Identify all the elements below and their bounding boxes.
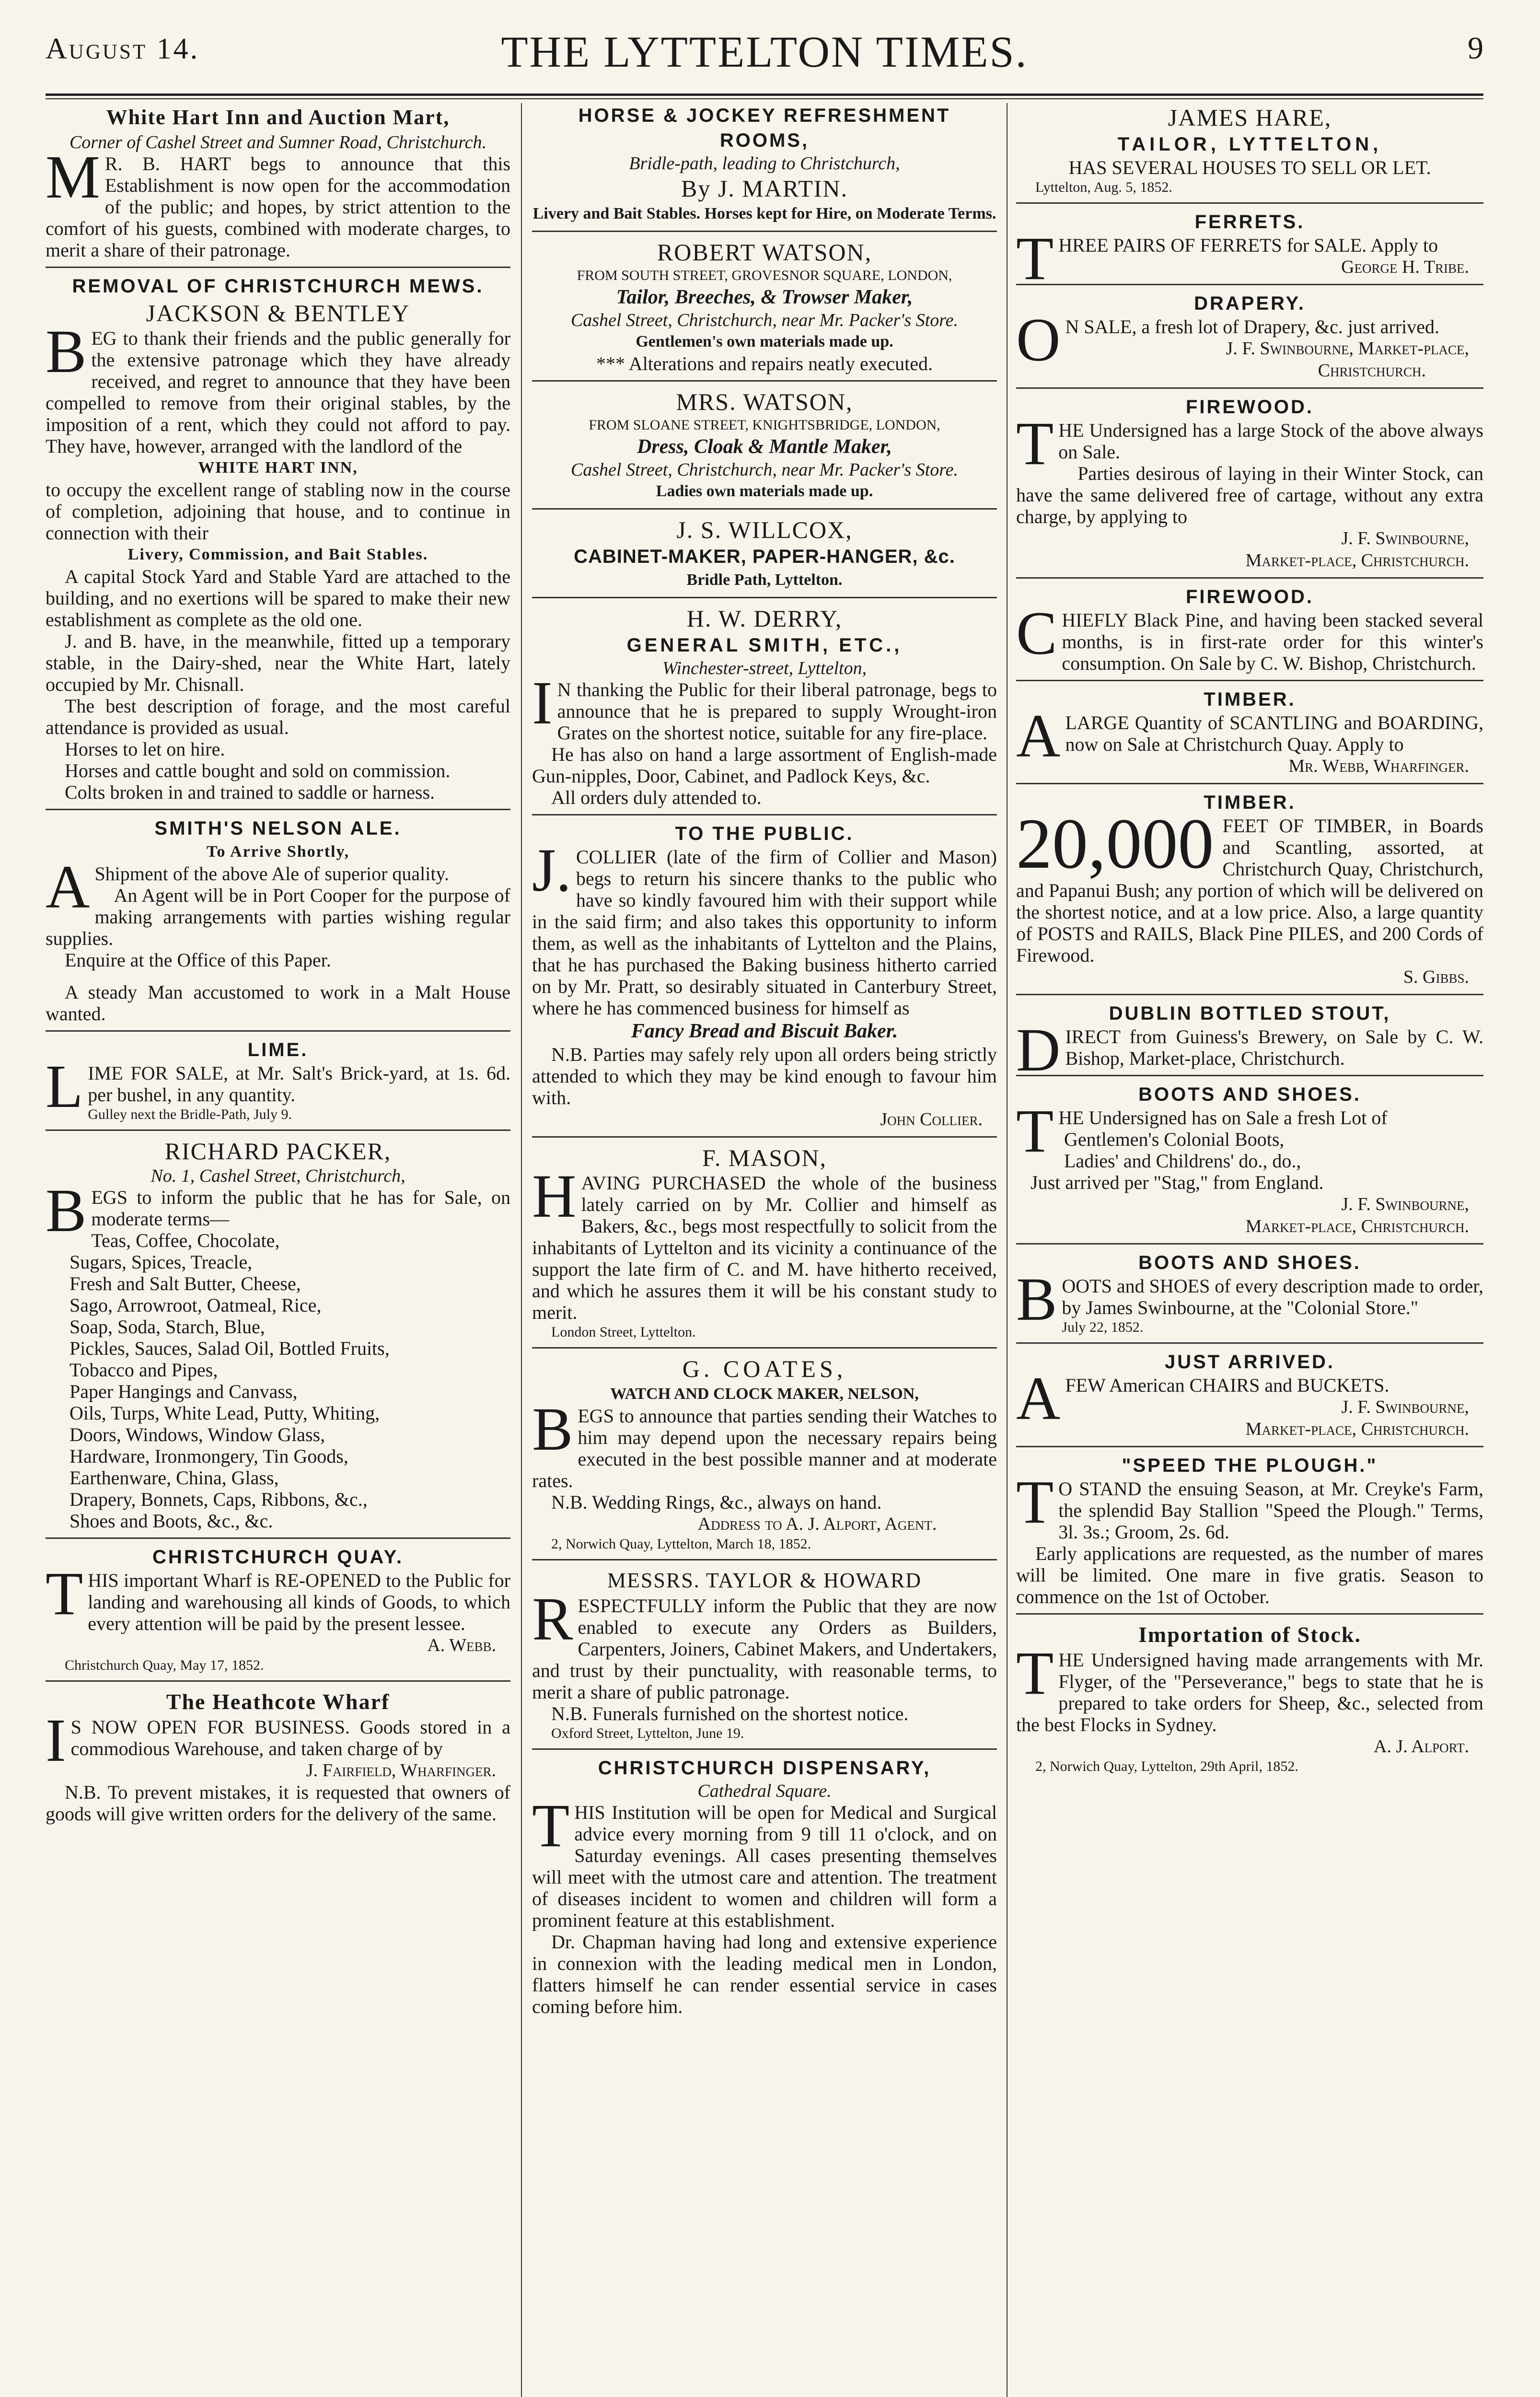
ad-paragraph: Dr. Chapman having had long and extensive experience in connexion with the leading medical men in London, flatters himself he can render essential service in cases coming before him.	[532, 1931, 997, 2017]
ad-separator	[46, 1129, 510, 1131]
list-item: Teas, Coffee, Chocolate,	[91, 1230, 280, 1251]
ad-heading: DUBLIN BOTTLED STOUT,	[1109, 1003, 1391, 1024]
ad-body: Livery and Bait Stables. Horses kept for Hire, on Moderate Terms.	[533, 205, 996, 222]
ad-signature: Address to A. J. Alport, Agent.	[697, 1514, 937, 1534]
ad-body: THIS Institution will be open for Medical and Surgical advice every morning from 9 till 11 o'clock, and on Saturday evenings. All cases presenting themselves will meet with the utmost care and attention. The treatment of diseases incident to women and children will form a prominent feature at this establishment.	[532, 1792, 997, 1931]
ad-body: BEGS to inform the public that he has for Sale, on moderate terms—	[46, 1176, 510, 1245]
ad-heading: REMOVAL OF CHRISTCHURCH MEWS.	[72, 276, 484, 297]
ad-body: HAS SEVERAL HOUSES TO SELL OR LET.	[1068, 157, 1431, 178]
ad-paragraph: Horses and cattle bought and sold on commission.	[65, 760, 451, 781]
ad-separator	[46, 1680, 510, 1682]
ad-signature: Christchurch.	[1318, 361, 1426, 381]
column-divider	[521, 103, 522, 2397]
ad-separator	[1016, 1446, 1483, 1447]
ad-address: Cashel Street, Christchurch, near Mr. Packer's Store.	[570, 310, 959, 330]
ad-address: Cathedral Square.	[697, 1781, 832, 1801]
ad-paragraph: Early applications are requested, as the number of mares will be limited. One mare in five gratis. Season to commence on the 1st of October.	[1016, 1543, 1483, 1607]
ad-separator	[1016, 1075, 1483, 1076]
list-item: Earthenware, China, Glass,	[69, 1467, 279, 1489]
list-item: Sugars, Spices, Treacle,	[69, 1251, 253, 1273]
ad-address: Corner of Cashel Street and Sumner Road, Christchurch.	[69, 132, 487, 152]
ad-heading: FIREWOOD.	[1185, 396, 1314, 418]
ad-heading: TO THE PUBLIC.	[675, 823, 854, 844]
ad-signature: Mr. Webb, Wharfinger.	[1288, 756, 1469, 776]
ad-body: ON SALE, a fresh lot of Drapery, &c. just arrived.	[1016, 306, 1439, 374]
list-item: Ladies' and Childrens' do., do.,	[1064, 1150, 1301, 1172]
ad-separator	[1016, 577, 1483, 579]
ad-signature: Market-place, Christchurch.	[1245, 550, 1469, 570]
list-item: Pickles, Sauces, Salad Oil, Bottled Fruits,	[69, 1338, 390, 1359]
ad-title: White Hart Inn and Auction Mart,	[106, 105, 450, 129]
ad-subheading: To Arrive Shortly,	[206, 843, 350, 861]
ad-paragraph: Colts broken in and trained to saddle or harness.	[65, 781, 435, 803]
ad-body: RESPECTFULLY inform the Public that they are now enabled to execute any Orders as Builders, Carpenters, Joiners, Cabinet Makers, and Undertakers, and trust by their punctuality, with reasonable terms, to merit a share of public patronage.	[532, 1585, 997, 1703]
ad-footnote: Oxford Street, Lyttelton, June 19.	[551, 1725, 744, 1741]
ad-body: BOOTS and SHOES of every description made to order, by James Swinbourne, at the "Colonial Store."	[1016, 1265, 1483, 1333]
ad-trade: CABINET-MAKER, PAPER-HANGER, &c.	[574, 546, 955, 567]
ad-heading: JUST ARRIVED.	[1164, 1351, 1335, 1373]
ad-separator	[1016, 387, 1483, 389]
ad-body: ALARGE Quantity of SCANTLING and BOARDING, now on Sale at Christchurch Quay. Apply to	[1016, 702, 1483, 770]
list-item: Just arrived per "Stag," from England.	[1031, 1172, 1324, 1193]
ad-separator	[1016, 783, 1483, 784]
ad-firm: JACKSON & BENTLEY	[146, 300, 410, 326]
ad-separator	[1016, 284, 1483, 285]
ad-paragraph: The best description of forage, and the most careful attendance is provided as usual.	[46, 695, 510, 738]
column-1	[46, 103, 510, 2397]
ad-body: LIME FOR SALE, at Mr. Salt's Brick-yard, at 1s. 6d. per bushel, in any quantity.	[46, 1052, 510, 1120]
ad-note: Gentlemen's own materials made up.	[636, 333, 893, 350]
ad-body: to occupy the excellent range of stabling now in the course of completion, adjoining that house, and to continue in connection with their	[46, 479, 510, 544]
ad-origin: FROM SLOANE STREET, KNIGHTSBRIDGE, LONDON,	[589, 417, 940, 433]
ad-separator	[46, 267, 510, 268]
ad-title: ROBERT WATSON,	[657, 239, 872, 266]
ad-separator	[46, 1537, 510, 1539]
ad-trade: Fancy Bread and Biscuit Baker.	[631, 1020, 898, 1042]
ad-heading: CHRISTCHURCH QUAY.	[152, 1547, 404, 1568]
list-item: Drapery, Bonnets, Caps, Ribbons, &c.,	[69, 1489, 368, 1510]
ad-heading: HORSE & JOCKEY REFRESHMENT ROOMS,	[578, 105, 951, 151]
ad-paragraph: A capital Stock Yard and Stable Yard are attached to the building, and no exertions will be spared to make their new establishment as complete as the old one.	[46, 566, 510, 630]
ad-separator	[532, 508, 997, 510]
ad-address: Bridle-path, leading to Christchurch,	[629, 153, 900, 174]
ad-paragraph: N.B. To prevent mistakes, it is requested that owners of goods will give written orders for the delivery of the same.	[46, 1781, 510, 1825]
ad-signature: A. Webb.	[427, 1635, 496, 1655]
ad-title: H. W. DERRY,	[686, 605, 843, 632]
ad-title: J. S. WILLCOX,	[676, 516, 853, 543]
ad-body: THIS important Wharf is RE-OPENED to the Public for landing and warehousing all kinds of Goods, to which every attention will be paid by the present lessee.	[46, 1559, 510, 1634]
ad-body: THREE PAIRS OF FERRETS for SALE. Apply to	[1016, 224, 1438, 292]
ad-address: Winchester-street, Lyttelton,	[662, 658, 867, 678]
ad-title: G. COATES,	[682, 1355, 847, 1382]
ad-separator	[532, 1559, 997, 1560]
ad-origin: FROM SOUTH STREET, GROVESNOR SQUARE, LONDON,	[577, 268, 952, 283]
ad-separator	[532, 1136, 997, 1138]
ad-heading: BOOTS AND SHOES.	[1138, 1252, 1361, 1273]
newspaper-title: THE LYTTELTON TIMES.	[501, 27, 1028, 76]
ad-title: JAMES HARE,	[1168, 104, 1332, 131]
list-item: Doors, Windows, Window Glass,	[69, 1424, 325, 1445]
ad-paragraph: An Agent will be in Port Cooper for the purpose of making arrangements with parties wishing regular supplies.	[46, 884, 510, 949]
ad-paragraph: Parties desirous of laying in their Winter Stock, can have the same delivered free of cartage, without any extra charge, by applying to	[1016, 463, 1483, 527]
list-item: Tobacco and Pipes,	[69, 1359, 218, 1381]
ad-body: J.COLLIER (late of the firm of Collier and Mason) begs to return his sincere thanks to the public who have so kindly favoured him with their support while in the said firm; and also takes this opportunity to inform them, as well as the inhabitants of Lyttelton and the Plains, that he has purchased the Baking business hitherto carried on by Mr. Pratt, so desirably situated in Canterbury Street, where he has commenced business for himself as	[532, 836, 997, 1019]
ad-body: BEGS to announce that parties sending their Watches to him may depend upon the necessary repairs being executed in the best possible manner and at moderate rates.	[532, 1395, 997, 1491]
masthead-rule	[46, 93, 1483, 99]
ad-trade: GENERAL SMITH, ETC.,	[626, 635, 903, 656]
ad-note: Ladies own materials made up.	[656, 482, 873, 500]
ad-footnote: 2, Norwich Quay, Lyttelton, 29th April, 1852.	[1035, 1758, 1298, 1774]
ad-separator	[1016, 1613, 1483, 1615]
ad-body: THE Undersigned has on Sale a fresh Lot of	[1016, 1097, 1388, 1165]
ad-title: MRS. WATSON,	[676, 388, 853, 415]
ad-paragraph: All orders duly attended to.	[551, 787, 762, 808]
ad-address: No. 1, Cashel Street, Christchurch,	[151, 1166, 405, 1186]
ad-body-text: FEET OF TIMBER, in Boards and Scantling, assorted, at Christchurch Quay, Christchurch, and Papanui Bush; any portion of which will be delivered on the shortest notice, and at a low price. Also, a large quantity of POSTS and RAILS, Black Pine PILES, and 200 Cords of Firewood.	[1016, 815, 1483, 966]
ad-body: IS NOW OPEN FOR BUSINESS. Goods stored in a commodious Warehouse, and taken charge of by	[46, 1706, 510, 1774]
list-item: Shoes and Boots, &c., &c.	[69, 1510, 273, 1532]
ad-heading: LIME.	[247, 1039, 309, 1060]
ad-heading: FERRETS.	[1194, 211, 1305, 233]
column-3	[1016, 103, 1483, 2397]
ad-footnote: Christchurch Quay, May 17, 1852.	[65, 1657, 264, 1673]
ad-signature: J. F. Swinbourne,	[1341, 1397, 1469, 1417]
ad-separator	[532, 231, 997, 232]
ad-body: IN thanking the Public for their liberal patronage, begs to announce that he is prepared to supply Wrought-iron Grates on the shortest notice, suitable for any fire-place.	[532, 669, 997, 744]
timber-quantity: 20,000	[1016, 804, 1214, 884]
list-item: Soap, Soda, Starch, Blue,	[69, 1316, 265, 1338]
ad-body	[1016, 804, 1483, 966]
ad-paragraph: N.B. Funerals furnished on the shortest notice.	[551, 1703, 909, 1724]
ad-separator	[46, 809, 510, 810]
ad-body: AShipment of the above Ale of superior quality.	[46, 853, 449, 921]
ad-heading: DRAPERY.	[1194, 293, 1306, 314]
masthead	[46, 26, 1483, 91]
ad-title: RICHARD PACKER,	[164, 1138, 392, 1164]
list-item: Sago, Arrowroot, Oatmeal, Rice,	[69, 1294, 322, 1316]
ad-separator	[1016, 680, 1483, 681]
ad-signature: John Collier.	[880, 1109, 983, 1129]
list-item: Hardware, Ironmongery, Tin Goods,	[69, 1445, 348, 1467]
ad-title: The Heathcote Wharf	[166, 1689, 390, 1714]
ad-body: AFEW American CHAIRS and BUCKETS.	[1016, 1364, 1389, 1432]
ad-paragraph: N.B. Wedding Rings, &c., always on hand.	[551, 1491, 882, 1513]
ad-heading: BOOTS AND SHOES.	[1138, 1084, 1361, 1105]
ad-signature: Market-place, Christchurch.	[1245, 1419, 1469, 1439]
ad-title: Importation of Stock.	[1138, 1622, 1361, 1647]
list-item: Paper Hangings and Canvass,	[69, 1381, 298, 1402]
ad-body: THE Undersigned has a large Stock of the above always on Sale.	[1016, 409, 1483, 477]
ad-footnote: London Street, Lyttelton.	[551, 1324, 696, 1340]
ad-heading: CHRISTCHURCH DISPENSARY,	[598, 1757, 931, 1779]
ad-separator	[532, 814, 997, 815]
ad-trade: TAILOR, LYTTELTON,	[1117, 134, 1382, 155]
ad-separator	[532, 597, 997, 598]
ad-footnote: Lyttelton, Aug. 5, 1852.	[1035, 179, 1172, 195]
ad-footnote: 2, Norwich Quay, Lyttelton, March 18, 1852.	[551, 1536, 811, 1552]
ad-separator	[532, 1347, 997, 1349]
ad-heading: SMITH'S NELSON ALE.	[154, 818, 402, 839]
ad-title: MESSRS. TAYLOR & HOWARD	[607, 1569, 922, 1592]
ad-body: THE Undersigned having made arrangements with Mr. Flyger, of the "Perseverance," begs to state that he is prepared to take orders for Sheep, &c., selected from the best Flocks in Sydney.	[1016, 1639, 1483, 1735]
ad-trade: Tailor, Breeches, & Trowser Maker,	[616, 286, 913, 308]
ad-body: CHIEFLY Black Pine, and having been stacked several months, is in first-rate order for this winter's consumption. On Sale by C. W. Bishop, Christchurch.	[1016, 599, 1483, 674]
ad-heading: FIREWOOD.	[1185, 586, 1314, 607]
goods-list	[46, 1230, 510, 1532]
ad-separator	[1016, 202, 1483, 204]
ad-paragraph: N.B. Parties may safely rely upon all orders being strictly attended to which they may be kind enough to favour him with.	[532, 1044, 997, 1108]
ad-signature: J. F. Swinbourne, Market-place,	[1226, 338, 1469, 359]
ad-signature: Market-place, Christchurch.	[1245, 1216, 1469, 1236]
ad-trade: Dress, Cloak & Mantle Maker,	[637, 436, 892, 458]
list-item: Fresh and Salt Butter, Cheese,	[69, 1273, 301, 1294]
issue-date: August 14.	[46, 33, 200, 65]
ad-subheading: Livery, Commission, and Bait Stables.	[127, 546, 428, 563]
ad-signature: George H. Tribe.	[1341, 257, 1469, 277]
ad-separator	[532, 380, 997, 382]
ad-body: BEG to thank their friends and the public generally for the extensive patronage which they have already received, and regret to announce that they have been compelled to remove from their original stables, by the imposition of a rent, which they could not afford to pay. They have, however, arranged with the landlord of the	[46, 317, 510, 457]
ad-separator	[46, 1030, 510, 1032]
column-2	[532, 103, 997, 2397]
ad-paragraph: Enquire at the Office of this Paper.	[65, 949, 331, 971]
ad-body: DIRECT from Guiness's Brewery, on Sale by C. W. Bishop, Market-place, Christchurch.	[1016, 1016, 1483, 1084]
ad-separator	[1016, 994, 1483, 995]
list-item: Gentlemen's Colonial Boots,	[1064, 1129, 1285, 1150]
ad-separator	[1016, 1342, 1483, 1344]
ad-address: Bridle Path, Lyttelton.	[686, 571, 843, 589]
ad-subheading: WHITE HART INN,	[198, 459, 358, 477]
ad-by-line: By J. MARTIN.	[681, 175, 848, 202]
ad-signature: J. F. Swinbourne,	[1341, 528, 1469, 548]
ad-note: *** Alterations and repairs neatly executed.	[596, 353, 933, 374]
ad-paragraph: A steady Man accustomed to work in a Malt House wanted.	[46, 981, 510, 1024]
ad-trade: WATCH AND CLOCK MAKER, NELSON,	[610, 1385, 919, 1403]
ad-signature: J. F. Swinbourne,	[1341, 1194, 1469, 1214]
ad-address: Cashel Street, Christchurch, near Mr. Packer's Store.	[570, 460, 959, 480]
ad-separator	[532, 1748, 997, 1750]
ad-footnote: July 22, 1852.	[1062, 1319, 1144, 1335]
ad-body: HAVING PURCHASED the whole of the business lately carried on by Mr. Collier and himself as Bakers, &c., begs most respectfully to solicit from the inhabitants of Lyttelton and its vicinity a continuance of the support the late firm of C. and M. have hitherto received, and which he assures them it will be his constant study to merit.	[532, 1162, 997, 1323]
ad-signature: S. Gibbs.	[1403, 967, 1469, 987]
ad-heading: TIMBER.	[1204, 792, 1296, 813]
ad-footnote: Gulley next the Bridle-Path, July 9.	[88, 1106, 292, 1122]
page-number: 9	[1468, 31, 1483, 66]
ad-heading: "SPEED THE PLOUGH."	[1122, 1455, 1378, 1476]
ad-body: TO STAND the ensuing Season, at Mr. Creyke's Farm, the splendid Bay Stallion "Speed the Plough." Terms, 3l. 3s.; Groom, 2s. 6d.	[1016, 1468, 1483, 1543]
ad-signature: J. Fairfield, Wharfinger.	[306, 1760, 496, 1780]
ad-body: MR. B. HART begs to announce that this Establishment is now open for the accommodation of the public; and hopes, by strict attention to the comfort of his guests, combined with moderate charges, to merit a share of their patronage.	[46, 143, 510, 261]
ad-signature: A. J. Alport.	[1374, 1736, 1469, 1757]
ad-heading: TIMBER.	[1204, 689, 1296, 710]
ad-paragraph: Horses to let on hire.	[65, 738, 225, 760]
list-item: Oils, Turps, White Lead, Putty, Whiting,	[69, 1402, 380, 1424]
ad-separator	[1016, 1243, 1483, 1245]
ad-paragraph: He has also on hand a large assortment of English-made Gun-nipples, Door, Cabinet, and Padlock Keys, &c.	[532, 744, 997, 787]
ad-title: F. MASON,	[702, 1144, 827, 1171]
ad-paragraph: J. and B. have, in the meanwhile, fitted up a temporary stable, in the Dairy-shed, near the White Hart, lately occupied by Mr. Chisnall.	[46, 630, 510, 695]
